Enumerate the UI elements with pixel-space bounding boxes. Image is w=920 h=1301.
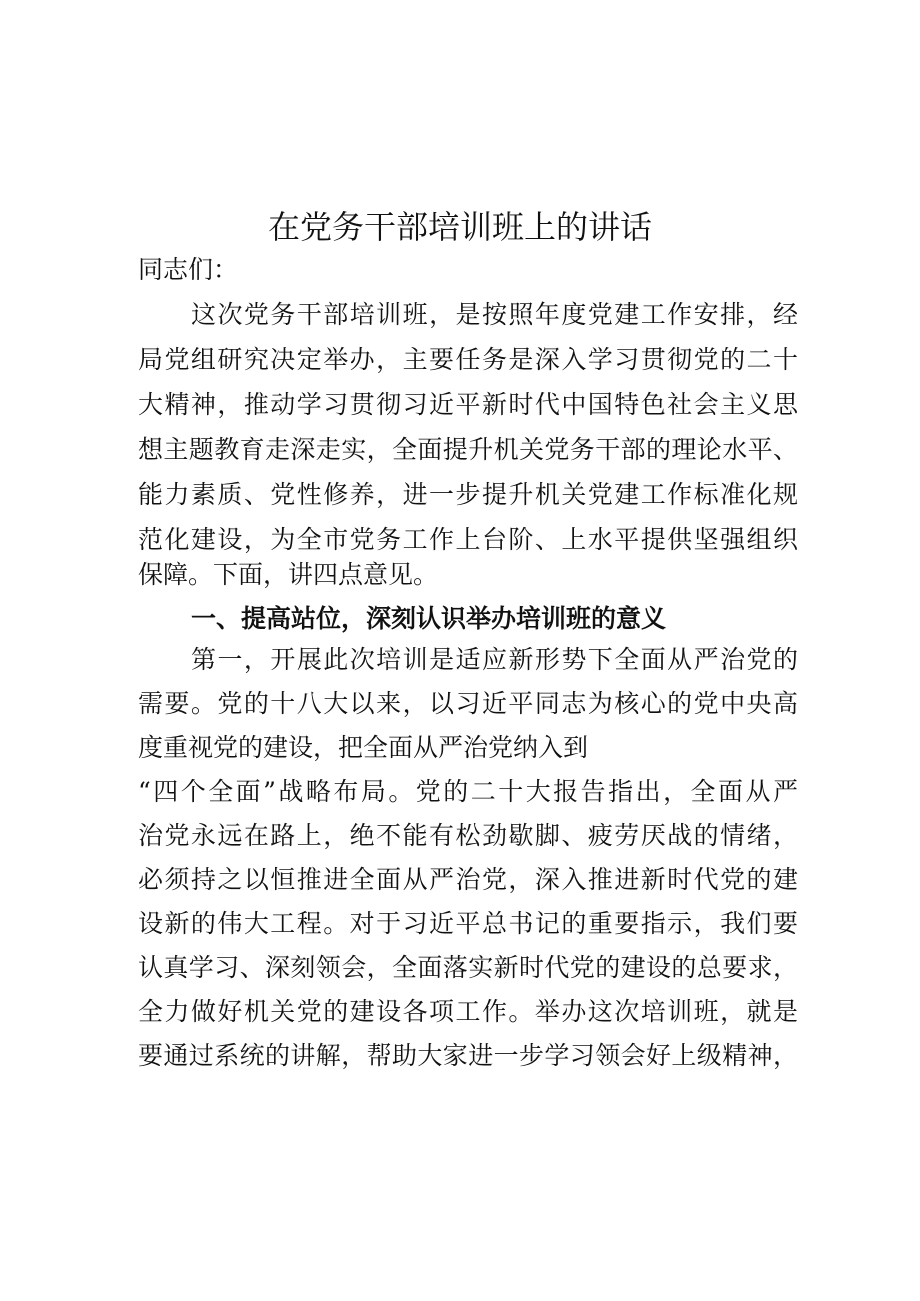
paragraph-line: 大精神，推动学习贯彻习近平新时代中国特色社会主义思 (138, 390, 798, 419)
paragraph-line: 度重视党的建设，把全面从严治党纳入到 (138, 733, 589, 762)
paragraph-line: 第一，开展此次培训是适应新形势下全面从严治党的 (191, 645, 798, 674)
paragraph-line: 想主题教育走深走实，全面提升机关党务干部的理论水平、 (138, 435, 798, 464)
section-heading: 一、提高站位，深刻认识举办培训班的意义 (191, 604, 667, 633)
paragraph-line: 认真学习、深刻领会，全面落实新时代党的建设的总要求， (138, 953, 798, 982)
paragraph-line: 全力做好机关党的建设各项工作。举办这次培训班，就是 (138, 997, 798, 1026)
paragraph-line: 局党组研究决定举办，主要任务是深入学习贯彻党的二十 (138, 345, 798, 374)
paragraph-line: 这次党务干部培训班，是按照年度党建工作安排，经 (191, 300, 798, 329)
paragraph-line: 范化建设，为全市党务工作上台阶、上水平提供坚强组织 (138, 525, 798, 554)
document-title: 在党务干部培训班上的讲话 (267, 208, 652, 246)
paragraph-line: 必须持之以恒推进全面从严治党，深入推进新时代党的建 (138, 865, 798, 894)
paragraph-line: 能力素质、党性修养，进一步提升机关党建工作标准化规 (138, 480, 798, 509)
paragraph-line: “四个全面”战略布局。党的二十大报告指出，全面从严 (138, 777, 798, 806)
paragraph-line: 治党永远在路上，绝不能有松劲歇脚、疲劳厌战的情绪， (138, 821, 798, 850)
paragraph-line: 保障。下面，讲四点意见。 (138, 560, 439, 589)
salutation: 同志们： (138, 255, 239, 284)
paragraph-line: 需要。党的十八大以来，以习近平同志为核心的党中央高 (138, 689, 798, 718)
paragraph-line: 要通过系统的讲解，帮助大家进一步学习领会好上级精神， (138, 1041, 798, 1070)
paragraph-line: 设新的伟大工程。对于习近平总书记的重要指示，我们要 (138, 909, 798, 938)
